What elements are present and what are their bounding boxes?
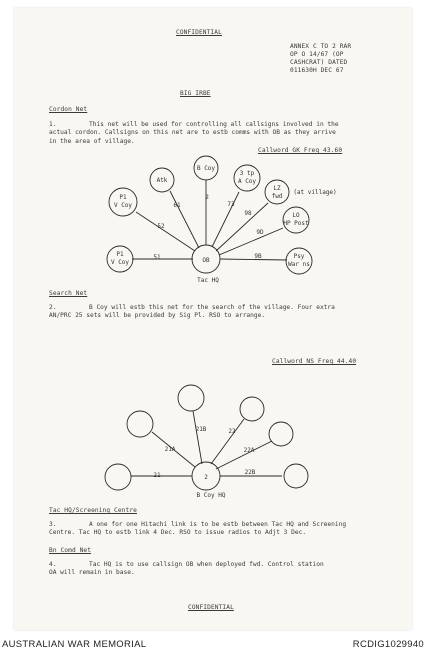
node-circle-21 — [105, 464, 131, 490]
section-heading-bn-comd-net: Bn Comd Net — [49, 547, 92, 554]
node-label: V Coy — [113, 202, 133, 209]
node-circle-21b — [178, 385, 204, 411]
callword-ns: Callword NS Freq 44.40 — [272, 358, 357, 365]
node-circle-22a — [269, 422, 293, 446]
hub-caption: B Coy HQ — [196, 492, 226, 499]
paragraph-line: AN/PRC 25 sets will be provided by Sig Pl. RSO to arrange. — [49, 312, 266, 320]
paragraph-line: B Coy will estb this net for the search of the village. Four extra — [89, 304, 335, 311]
classification-bottom: CONFIDENTIAL — [188, 604, 234, 611]
link-label-51: 51 — [153, 254, 161, 261]
link-line-73 — [212, 192, 239, 247]
link-label-98: 98 — [244, 210, 252, 217]
node-label: War ns — [288, 261, 310, 268]
paragraph-number-3: 3. — [49, 521, 57, 528]
link-label-22a: 22A — [243, 447, 255, 454]
node-label: P1 — [116, 251, 124, 258]
paragraph-number-1: 1. — [49, 121, 57, 128]
link-line-9d — [219, 228, 283, 255]
link-label-73: 73 — [227, 201, 235, 208]
paragraph-number-2: 2. — [49, 304, 57, 311]
annex-line-4: 011630H DEC 67 — [290, 67, 344, 74]
classification-top: CONFIDENTIAL — [176, 29, 222, 36]
node-circle-lz-fwd — [265, 180, 289, 204]
node-label: 3 tp — [239, 170, 255, 177]
paragraph-line: This net will be used for controlling all callsigns involved in the — [89, 121, 339, 128]
hub-label: OB — [202, 257, 210, 264]
paragraph-search-net — [49, 304, 335, 321]
hub-label: 2 — [204, 474, 208, 481]
node-label: Atk — [156, 177, 168, 184]
at-village-note: (at village) — [293, 189, 337, 196]
link-label-22: 22 — [228, 428, 236, 435]
link-label-9b: 9B — [254, 253, 262, 260]
node-circle-22b — [284, 464, 308, 488]
paragraph-tac-hq — [49, 521, 346, 538]
node-label: A Coy — [237, 178, 257, 185]
annex-line-3: CASHCRAT) DATED — [290, 59, 348, 66]
link-line-52 — [136, 212, 195, 251]
paragraph-line: Centre. Tac HQ to estb link 4 Dec. RSO to issue radios to Adjt 3 Dec. — [49, 529, 307, 537]
paragraph-line: actual cordon. Callsigns on this net are to estb comms with OB as they arrive — [49, 129, 336, 137]
paragraph-line: OA will remain in base. — [49, 569, 135, 577]
link-label-21: 21 — [153, 472, 161, 479]
callword-gk: Callword GK Freq 43.60 — [258, 147, 343, 154]
link-label-9d: 9D — [256, 229, 264, 236]
paragraph-bn-comd-net — [49, 561, 324, 578]
link-line-21b — [193, 411, 202, 464]
node-label: LZ — [273, 185, 281, 192]
watermark-record-id: RCDIG1029940 — [352, 639, 424, 650]
node-label: P1 — [119, 194, 127, 201]
paragraph-line: Tac HQ is to use callsign OB when deployed fwd. Control station — [89, 561, 324, 568]
link-line-61 — [170, 191, 199, 248]
paragraph-line: A one for one Hitachi link is to be estb between Tac HQ and Screening — [89, 521, 347, 528]
paragraph-number-4: 4. — [49, 561, 57, 568]
node-circle-22 — [240, 397, 264, 421]
link-label-21b: 21B — [195, 426, 207, 433]
section-heading-search-net: Search Net — [49, 290, 88, 297]
node-label: Psy — [293, 253, 305, 260]
document-title: BIG IRBE — [180, 90, 211, 97]
link-line-98 — [216, 203, 268, 251]
section-heading-tac-hq: Tac HQ/Screening Centre — [49, 507, 137, 514]
annex-line-2: OP O 14/67 (OP — [290, 51, 344, 58]
node-label: V Coy — [110, 259, 130, 266]
node-label: fwd — [271, 193, 283, 200]
section-heading-cordon-net: Cordon Net — [49, 106, 88, 113]
link-label-22b: 22B — [244, 469, 256, 476]
paragraph-line: in the area of village. — [49, 137, 135, 145]
hub-caption: Tac HQ — [197, 277, 219, 284]
link-label-21a: 21A — [164, 446, 176, 453]
node-circle-21a — [127, 411, 153, 437]
node-label: LO — [292, 212, 300, 219]
link-label-61: 61 — [173, 202, 181, 209]
node-label: HP Post — [283, 220, 309, 227]
watermark-institution: AUSTRALIAN WAR MEMORIAL — [2, 639, 147, 650]
node-label: B Coy — [196, 165, 216, 172]
link-label-2: 2 — [205, 194, 209, 201]
annex-line-1: ANNEX C TO 2 RAR — [290, 43, 352, 50]
link-label-52: 52 — [157, 223, 165, 230]
